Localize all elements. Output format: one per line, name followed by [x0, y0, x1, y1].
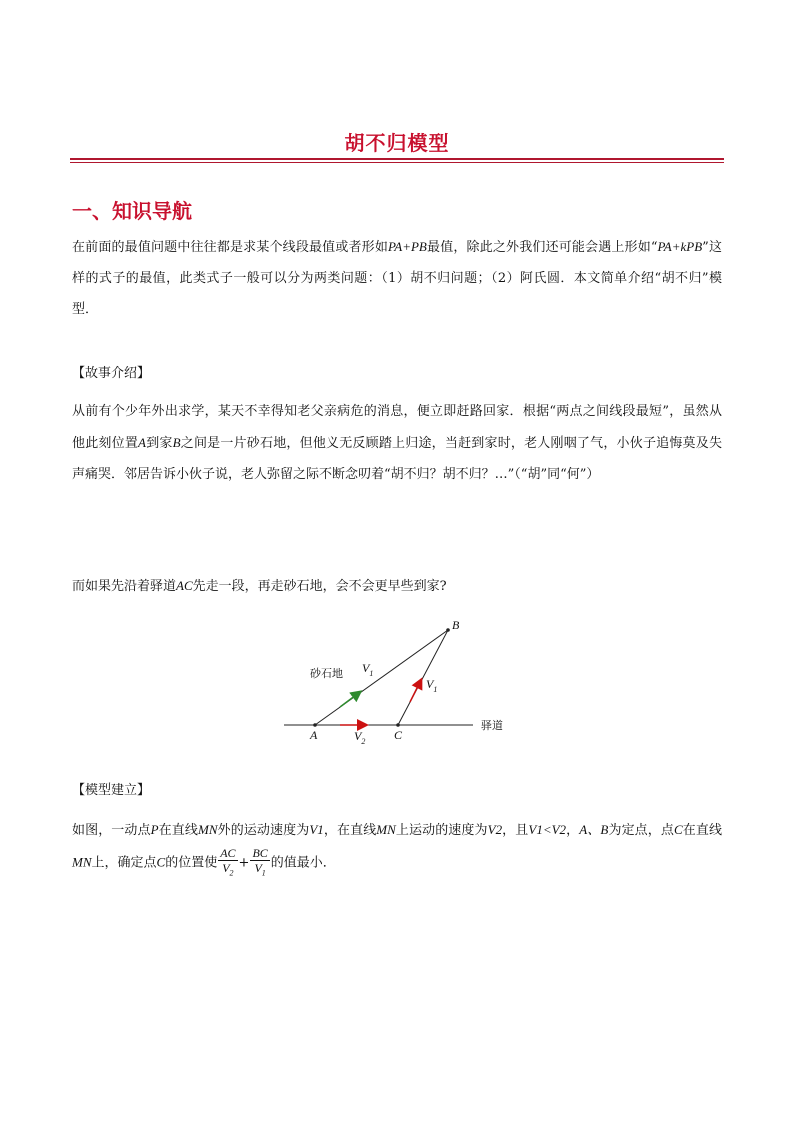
expr-pa-pb: PA+PB — [388, 239, 427, 254]
hubugui-diagram — [270, 610, 520, 750]
point-a: A — [138, 435, 146, 450]
label-c: C — [394, 728, 403, 742]
point-b-dot — [446, 628, 450, 632]
title-rule-thick — [70, 158, 724, 160]
point-a-dot — [313, 723, 317, 727]
speed-inequality: V1<V2 — [528, 822, 567, 837]
section-heading-knowledge: 一、知识导航 — [72, 199, 192, 223]
v2-label: $V_2$ — [354, 729, 366, 746]
model-heading: 【模型建立】 — [72, 783, 151, 798]
intro-text-1: 在前面的最值问题中往往都是求某个线段最值或者形如 — [72, 240, 388, 255]
road-label: 驿道 — [481, 719, 503, 732]
point-c-dot — [396, 723, 400, 727]
model-text-2: 在直线 — [158, 823, 198, 838]
intro-paragraph — [72, 231, 722, 325]
model-text-6: ，且 — [502, 823, 529, 838]
story-text-2: 到家 — [145, 436, 173, 451]
cb-arrow-red — [410, 680, 421, 702]
fixed-points-ab: A、B — [579, 822, 609, 837]
label-a: A — [310, 728, 318, 742]
point-c-2: C — [156, 854, 166, 870]
model-text-3: 外的运动速度为 — [217, 823, 310, 838]
question-paragraph — [72, 570, 722, 602]
page-title: 胡不归模型 — [344, 131, 450, 155]
expr-pa-kpb: PA+kPB — [657, 239, 703, 254]
v1-right-label: $V_1$ — [426, 677, 438, 694]
story-heading: 【故事介绍】 — [72, 366, 151, 381]
model-text-8: 为定点，点 — [608, 823, 674, 838]
story-paragraph — [72, 396, 722, 490]
line-mn-2: MN — [376, 822, 396, 837]
title-rule-thin — [70, 162, 724, 163]
story-text-3: 之间是一片砂石地，但他义无反顾踏上归途，当赶到家时，老人刚咽了气，小伙子追悔莫及失声痛哭．邻居告诉小伙子说，老人弥留之际不断念叨着“胡不归？胡不归？…”（“胡”同“何”） — [72, 436, 722, 482]
segment-cb-line — [398, 630, 448, 725]
point-b: B — [172, 435, 181, 450]
model-text-11: 的位置使 — [165, 855, 218, 871]
model-text-7: ， — [566, 823, 580, 838]
sand-label: 砂石地 — [310, 667, 343, 680]
intro-text-2: 最值，除此之外我们还可能会遇上形如“ — [426, 240, 658, 255]
model-paragraph — [72, 814, 722, 880]
model-text-1: 如图，一动点 — [72, 823, 151, 838]
v1-arrow-green — [340, 692, 360, 707]
point-p: P — [150, 822, 159, 837]
model-text-5: 上运动的速度为 — [395, 823, 488, 838]
speed-v1: V1 — [309, 822, 324, 837]
plus-sign: + — [238, 855, 250, 871]
v1-top-label: $V_1$ — [362, 661, 374, 678]
story-text-1: 从前有个少年外出求学，某天不幸得知老父亲病危的消息，便立即赶路回家．根据“两点之间线段最短”，虽然从他此刻位置 — [72, 404, 722, 451]
intro-text-3: ”这样的式子的最值，此类式子一般可以分为两类问题：（1）胡不归问题；（2）阿氏圆．本文简单介绍“胡不归”模型． — [72, 240, 722, 317]
question-text-2: 先走一段，再走砂石地，会不会更早些到家? — [192, 579, 447, 594]
line-mn-3: MN — [72, 854, 92, 870]
fraction-bc-v1: $\frac{BC}{V_1}$ — [252, 846, 268, 878]
question-text-1: 而如果先沿着驿道 — [72, 579, 177, 594]
model-text-4: ，在直线 — [323, 823, 377, 838]
segment-ac: AC — [176, 578, 193, 593]
point-c-1: C — [673, 822, 683, 837]
model-text-10: 上，确定点 — [91, 855, 157, 871]
fraction-ac-v2: $\frac{AC}{V_2}$ — [220, 846, 236, 878]
model-text-12: 的值最小． — [270, 855, 336, 871]
label-b: B — [452, 618, 460, 632]
speed-v2: V2 — [487, 822, 503, 837]
line-mn-1: MN — [198, 822, 218, 837]
model-text-9: 在直线 — [682, 823, 722, 838]
